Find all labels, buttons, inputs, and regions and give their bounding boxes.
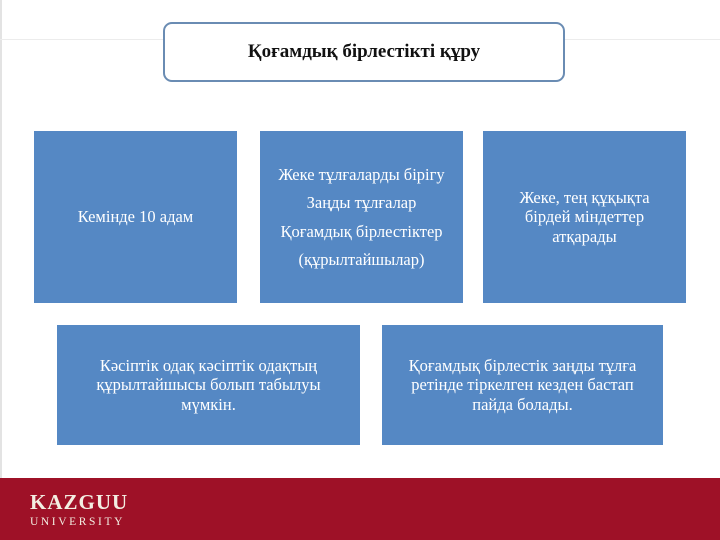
box-equal-rights — [483, 131, 686, 303]
box-founders-line-1: Жеке тұлғаларды бірігу — [278, 165, 445, 185]
box-founders — [260, 131, 463, 303]
title-box — [163, 22, 565, 82]
box-founders-line-4: (құрылтайшылар) — [298, 249, 425, 269]
box-founders-line-2: Заңды тұлғалар — [306, 193, 417, 213]
left-edge-rule — [0, 0, 2, 478]
kazguu-logo — [30, 492, 128, 529]
box-legal-entity — [382, 325, 663, 445]
box-min-members-text: Кемінде 10 адам — [77, 207, 194, 227]
box-legal-entity-text: Қоғамдық бірлестік заңды тұлға ретінде тіркелген кезден бастап пайда болады. — [408, 356, 637, 414]
box-trade-union — [57, 325, 360, 445]
box-founders-line-3: Қоғамдық бірлестіктер — [280, 221, 443, 241]
box-equal-rights-text: Жеке, тең құқықта бірдей міндеттер атқарады — [519, 188, 650, 246]
logo-brand: KAZGUU — [30, 490, 129, 514]
logo-subtitle: UNIVERSITY — [30, 516, 125, 528]
box-min-members — [34, 131, 237, 303]
slide-title: Қоғамдық бірлестікті құру — [247, 41, 481, 62]
box-trade-union-text: Кәсіптік одақ кәсіптік одақтың құрылтайшысы болып табылуы мүмкін. — [96, 356, 321, 414]
